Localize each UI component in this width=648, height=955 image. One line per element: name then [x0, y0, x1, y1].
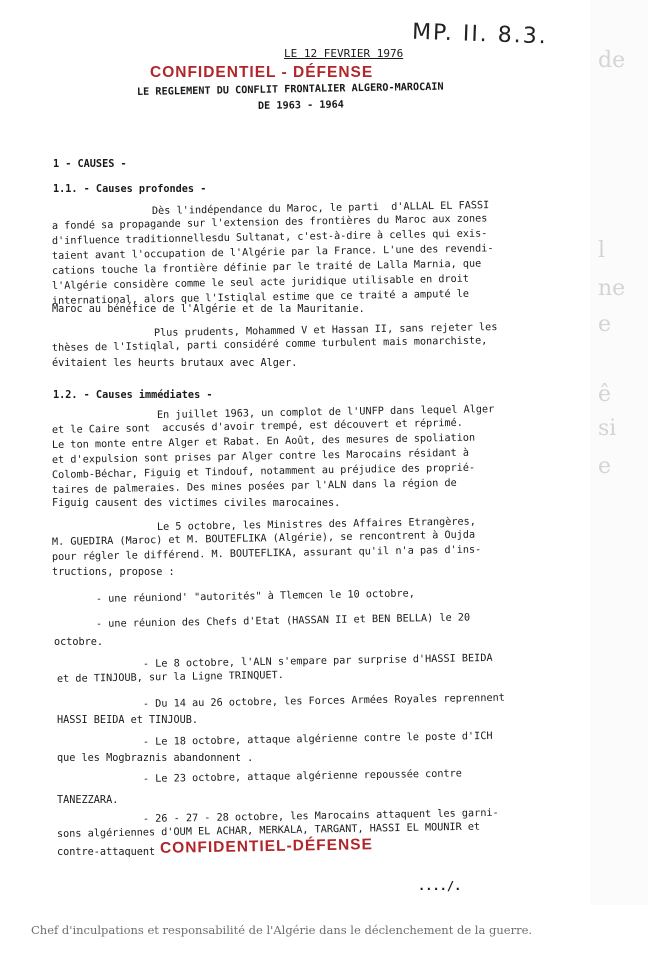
- list-item: octobre.: [54, 637, 104, 648]
- paragraph-line: taires de palmeraies. Des mines posées par l'ALN dans la région de: [51, 477, 457, 496]
- paragraph-line: M. GUEDIRA (Maroc) et M. BOUTEFLIKA (Algérie), se rencontrent à Oujda: [51, 529, 476, 548]
- paragraph-line: pour régler le différend. M. BOUTEFLIKA, assurant qu'il n'a pas d'ins-: [51, 544, 482, 563]
- list-item: HASSI BEIDA et TINJOUB.: [57, 715, 199, 726]
- list-item: - Le 8 octobre, l'ALN s'empare par surprise d'HASSI BEIDA: [142, 652, 493, 670]
- document-title-line-2: DE 1963 - 1964: [257, 99, 344, 112]
- list-item: - une réunion des Chefs d'Etat (HASSAN II et BEN BELLA) le 20: [95, 612, 471, 630]
- page-continuation-mark: ..../.: [418, 879, 462, 893]
- ghost-letter: e: [598, 454, 612, 479]
- paragraph-line: a fondé sa propagande sur l'extension des frontières du Maroc aux zones: [51, 213, 488, 232]
- reference-number: MP. II. 8.3.: [411, 19, 549, 50]
- paragraph-line: Figuig causent des victimes civiles marocaines.: [52, 498, 341, 509]
- document-date: LE 12 FEVRIER 1976: [284, 47, 404, 60]
- list-item: - Le 18 octobre, attaque algérienne contre le poste d'ICH: [142, 730, 493, 748]
- ghost-letter: de: [598, 48, 626, 73]
- paragraph-line: et d'expulsion sont prises par Alger contre les Marocains résidant à: [51, 447, 470, 466]
- ghost-letter: ê: [598, 382, 612, 407]
- paragraph-line: Le ton monte entre Alger et Rabat. En Août, des mesures de spoliation: [51, 432, 476, 451]
- paragraph-line: international, alors que l'Istiqlal estime que ce traité a amputé le: [51, 288, 470, 307]
- paragraph-line: d'influence traditionnellesdu Sultanat, c'est-à-dire à celles qui exis-: [51, 228, 488, 247]
- list-item: TANEZZARA.: [57, 795, 119, 806]
- list-item: - une réuniond' "autorités" à Tlemcen le 10 octobre,: [95, 588, 415, 605]
- confidential-stamp-bottom: CONFIDENTIEL-DÉFENSE: [159, 836, 374, 857]
- list-item: - Du 14 au 26 octobre, les Forces Armées Royales reprennent: [142, 692, 505, 710]
- paragraph-line: tructions, propose :: [52, 567, 175, 578]
- ghost-letter: l: [598, 238, 606, 263]
- list-item: contre-attaquent: [57, 847, 156, 858]
- paragraph-line: Maroc au bénéfice de l'Algérie et de la Mauritanie.: [52, 304, 365, 315]
- paragraph-line: En juillet 1963, un complot de l'UNFP dans lequel Alger: [156, 404, 495, 421]
- paragraph-line: thèses de l'Istiqlal, parti considéré comme turbulent mais monarchiste,: [51, 335, 488, 354]
- paragraph-line: cations touche la frontière définie par le traité de Lalla Marnia, que: [51, 258, 482, 277]
- paragraph-line: Plus prudents, Mohammed V et Hassan II, sans rejeter les: [153, 322, 498, 339]
- paragraph-line: l'Algérie considère comme le seul acte juridique utilisable en droit: [51, 273, 470, 292]
- section-heading-causes-profondes: 1.1. - Causes profondes -: [53, 184, 207, 195]
- ghost-letter: si: [598, 416, 617, 441]
- section-heading-causes-immediates: 1.2. - Causes immédiates -: [53, 390, 213, 401]
- ghost-letter: ne: [598, 276, 626, 301]
- paragraph-line: Dès l'indépendance du Maroc, le parti d'ALLAL EL FASSI: [151, 200, 490, 217]
- list-item: - 26 - 27 - 28 octobre, les Marocains attaquent les garni-: [142, 807, 499, 825]
- document-title-line-1: LE REGLEMENT DU CONFLIT FRONTALIER ALGERO-MAROCAIN: [136, 81, 444, 98]
- paragraph-line: Le 5 octobre, les Ministres des Affaires Etrangères,: [156, 516, 476, 533]
- paragraph-line: et le Caire sont accusés d'avoir trempé, est découvert et réprimé.: [51, 417, 463, 436]
- list-item: que les Mogbraznis abandonnent .: [57, 753, 254, 764]
- ghost-letter: e: [598, 312, 612, 337]
- list-item: sons algériennes d'OUM EL ACHAR, MERKALA, TARGANT, HASSI EL MOUNIR et: [56, 821, 481, 840]
- list-item: et de TINJOUB, sur la Ligne TRINQUET.: [56, 670, 284, 685]
- adjacent-page-bleed: [590, 0, 648, 905]
- section-heading-causes: 1 - CAUSES -: [53, 159, 127, 170]
- paragraph-line: évitaient les heurts brutaux avec Alger.: [52, 358, 298, 369]
- paragraph-line: Colomb-Béchar, Figuig et Tindouf, notamment au préjudice des proprié-: [51, 462, 476, 481]
- list-item: - Le 23 octobre, attaque algérienne repoussée contre: [142, 768, 462, 785]
- image-caption: Chef d'inculpations et responsabilité de l'Algérie dans le déclenchement de la guerre.: [31, 923, 533, 937]
- confidential-stamp-top: CONFIDENTIEL - DÉFENSE: [150, 64, 374, 81]
- paragraph-line: taient avant l'occupation de l'Algérie par la France. L'une des revendi-: [51, 243, 494, 262]
